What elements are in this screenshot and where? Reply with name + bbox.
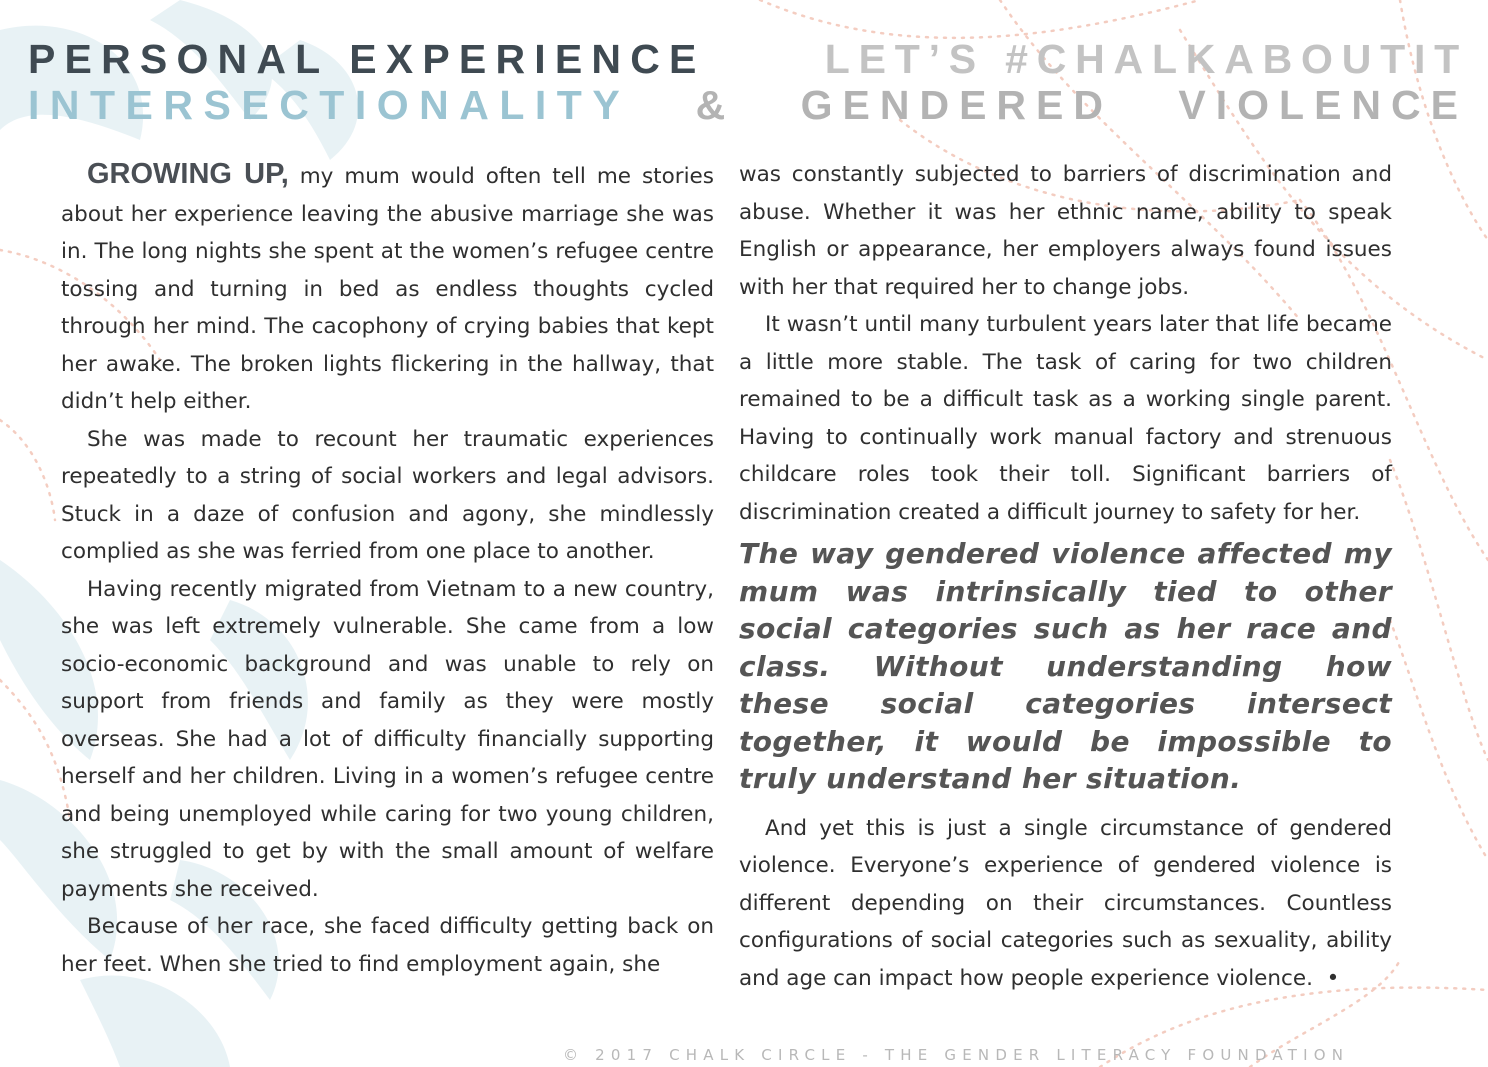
article-column-left [61,156,714,983]
article-paragraph: Because of her race, she faced difficulty getting back on her feet. When she tried to find employment again, she [61,914,714,977]
article-paragraph [61,156,714,421]
lead-in: GROWING UP, [87,158,289,190]
article-paragraph: She was made to recount her traumatic experiences repeatedly to a string of social workers and legal advisors. Stuck in a daze of confusion and agony, she mindlessly complied as she was ferried from one place to another. [61,426,714,564]
campaign-hashtag: LET’S #CHALKABOUTIT [824,36,1468,82]
subtitle-ampersand: & [695,82,736,128]
header-title-row [28,36,1468,82]
paragraph-text: And yet this is just a single circumstance of gendered violence. Everyone’s experience of gendered violence is different depending on their circumstances. Countless configurations of social categories such as sexuality, ability and age can impact how people experience violence. [739,815,1392,991]
article-column-right [739,156,1392,997]
subtitle-gendered: GENDERED [800,82,1113,128]
page-header [28,36,1468,128]
article-paragraph: It wasn’t until many turbulent years later that life became a little more stable. The task of caring for two children remained to be a difficult task as a working single parent. Having to continually work manual factory and strenuous childcare roles took their toll. Significant barriers of discrimination created a difficult journey to safety for her. [739,312,1392,525]
end-mark-icon: • [1326,965,1340,991]
header-subtitle-row [28,82,1468,128]
paragraph-text: my mum would often tell me stories about her experience leaving the abusive marriage she was in. The long nights she spent at the women’s refugee centre tossing and turning in bed as endless thoughts cycled through her mind. The cacophony of crying babies that kept her awake. The broken lights flickering in the hallway, that didn’t help either. [61,164,714,414]
article-paragraph: was constantly subjected to barriers of discrimination and abuse. Whether it was her ethnic name, ability to speak English or appearance, her employers always found issues with her that required her to change jobs. [739,162,1392,300]
subtitle-intersectionality: INTERSECTIONALITY [28,82,631,128]
closing-paragraph [739,810,1392,998]
pull-quote: The way gendered violence affected my mum was intrinsically tied to other social categories such as her race and class. Without understanding how these social categories intersect together, it would be impossible to truly understand her situation. [739,537,1392,795]
subtitle-violence: VIOLENCE [1178,82,1468,128]
article-paragraph: Having recently migrated from Vietnam to a new country, she was left extremely vulnerable. She came from a low socio-economic background and was unable to rely on support from friends and family as they were mostly overseas. She had a lot of difficulty financially supporting herself and her children. Living in a women’s refugee centre and being unemployed while caring for two young children, she struggled to get by with the small amount of welfare payments she received. [61,576,714,902]
copyright-footer: © 2017 CHALK CIRCLE - THE GENDER LITERACY FOUNDATION [563,1046,1350,1064]
section-title: PERSONAL EXPERIENCE [28,36,706,82]
